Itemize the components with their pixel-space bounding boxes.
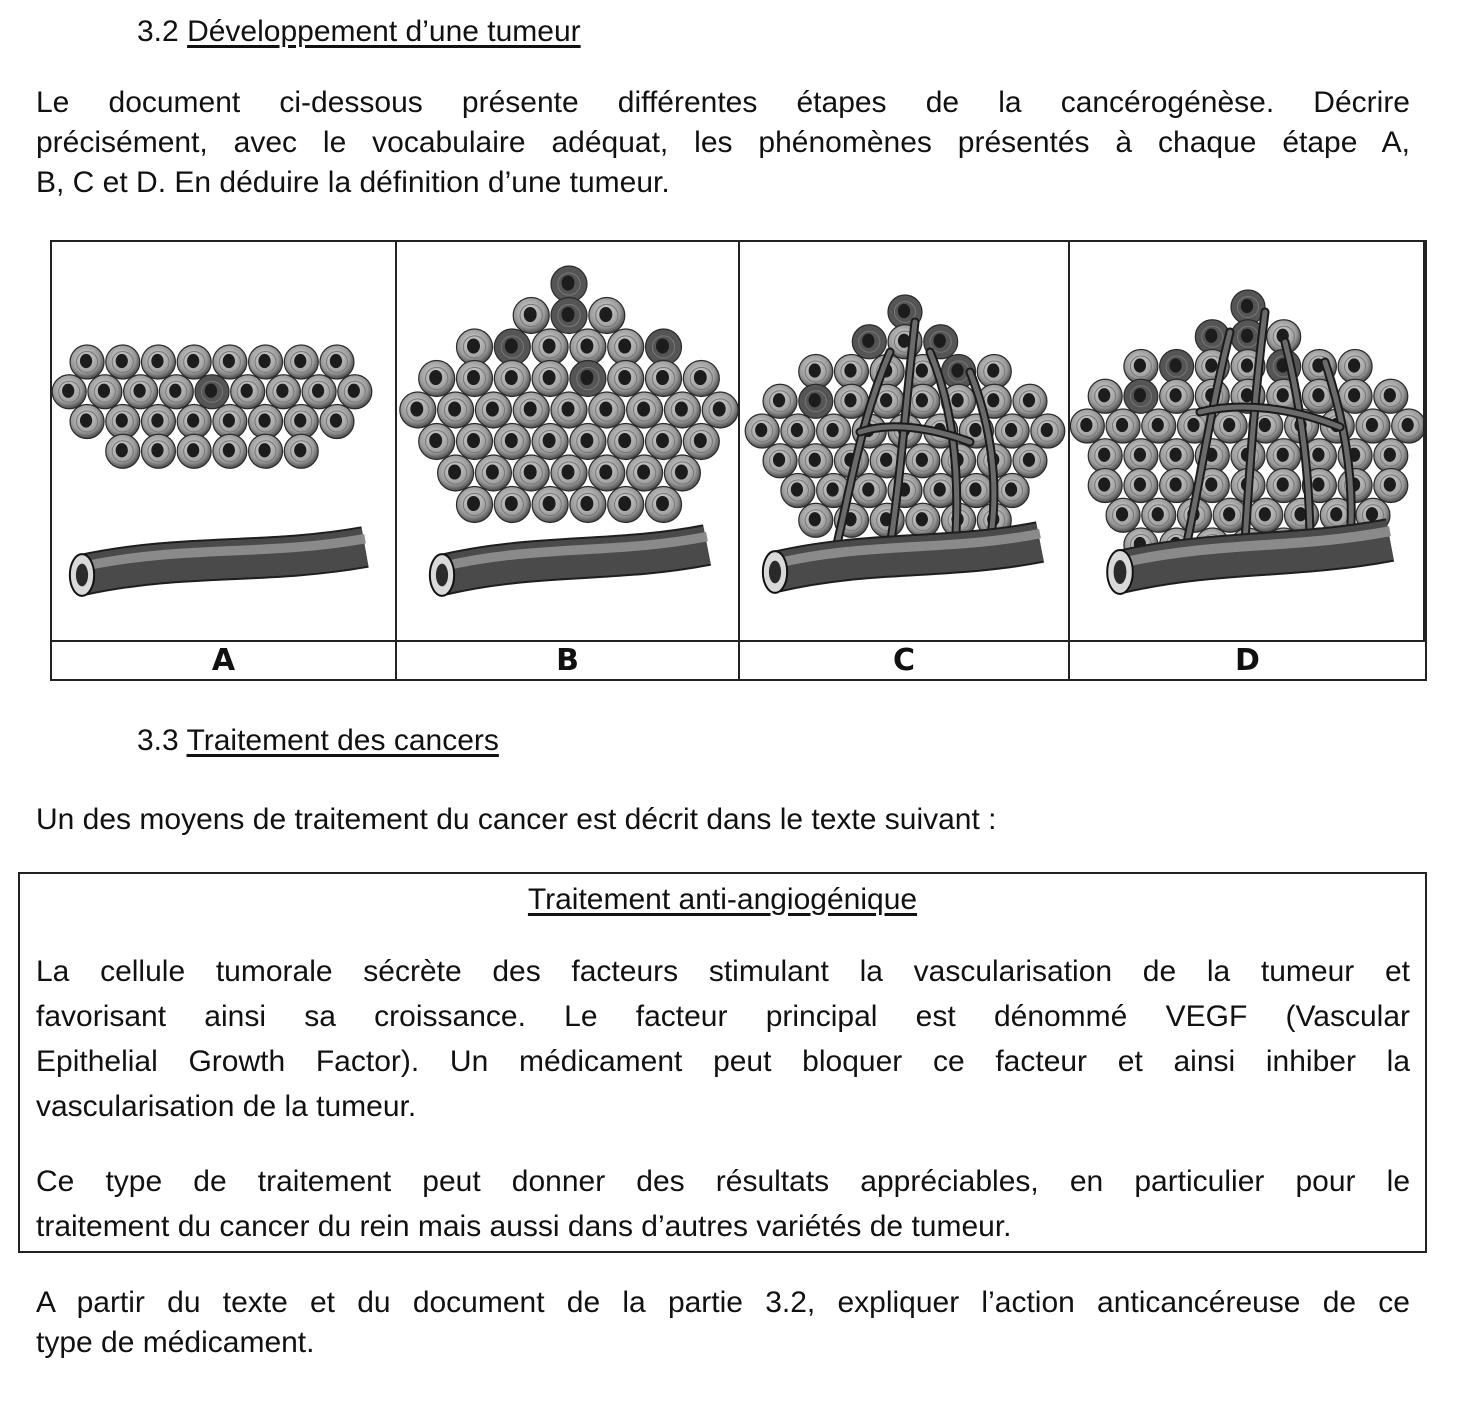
illustration-svg: [1070, 242, 1423, 638]
panel-d-illustration: [1070, 242, 1425, 640]
section-33-title: Traitement des cancers: [186, 724, 499, 757]
section-33-intro: [36, 800, 1410, 840]
textbox-paragraph-1: [36, 949, 1410, 1129]
section-33-number: 3.3: [137, 724, 179, 757]
illustration-svg: [740, 242, 1068, 638]
figure-label-row: [52, 640, 1425, 679]
section-32-number: 3.2: [137, 15, 179, 48]
panel-b-illustration: [397, 242, 740, 640]
intro-line: Le document ci-dessous présente différentes étapes de la cancérogénèse. Décrire: [36, 86, 1410, 119]
intro-line: Un des moyens de traitement du cancer est décrit dans le texte suivant :: [36, 803, 997, 836]
section-33-heading: [137, 723, 499, 759]
textbox-paragraph-2: [36, 1159, 1410, 1249]
paragraph-line: Ce type de traitement peut donner des résultats appréciables, en particulier pour le: [36, 1165, 1410, 1198]
panel-c-illustration: [740, 242, 1070, 640]
panel-label-c: C: [740, 642, 1070, 679]
question-line: type de médicament.: [36, 1326, 315, 1359]
panel-label-b: B: [397, 642, 740, 679]
panel-label-a: A: [52, 642, 397, 679]
textbox-title: Traitement anti-angiogénique: [527, 883, 918, 916]
paragraph-line: vascularisation de la tumeur.: [36, 1090, 417, 1123]
panel-label-d: D: [1235, 643, 1260, 678]
treatment-textbox: [18, 872, 1427, 1253]
intro-line: précisément, avec le vocabulaire adéquat, les phénomènes présentés à chaque étape A,: [36, 126, 1410, 159]
paragraph-line: La cellule tumorale sécrète des facteurs stimulant la vascularisation de la tumeur et: [36, 955, 1410, 988]
illustration-svg: [52, 242, 395, 638]
paragraph-line: Epithelial Growth Factor). Un médicament peut bloquer ce facteur et ainsi inhiber la: [36, 1045, 1410, 1078]
section-32-heading: [137, 14, 581, 50]
section-32-title: Développement d’une tumeur: [187, 15, 581, 48]
final-question: [36, 1283, 1410, 1363]
intro-line: B, C et D. En déduire la définition d’une tumeur.: [36, 166, 670, 199]
paragraph-line: favorisant ainsi sa croissance. Le facteur principal est dénommé VEGF (Vascular: [36, 1000, 1410, 1033]
carcinogenesis-figure: [50, 240, 1427, 681]
panel-a-illustration: [52, 242, 397, 640]
paragraph-line: traitement du cancer du rein mais aussi dans d’autres variétés de tumeur.: [36, 1210, 1012, 1243]
section-32-intro: [36, 83, 1410, 203]
illustration-svg: [397, 242, 738, 638]
question-line: A partir du texte et du document de la partie 3.2, expliquer l’action anticancéreuse de ce: [36, 1286, 1410, 1319]
